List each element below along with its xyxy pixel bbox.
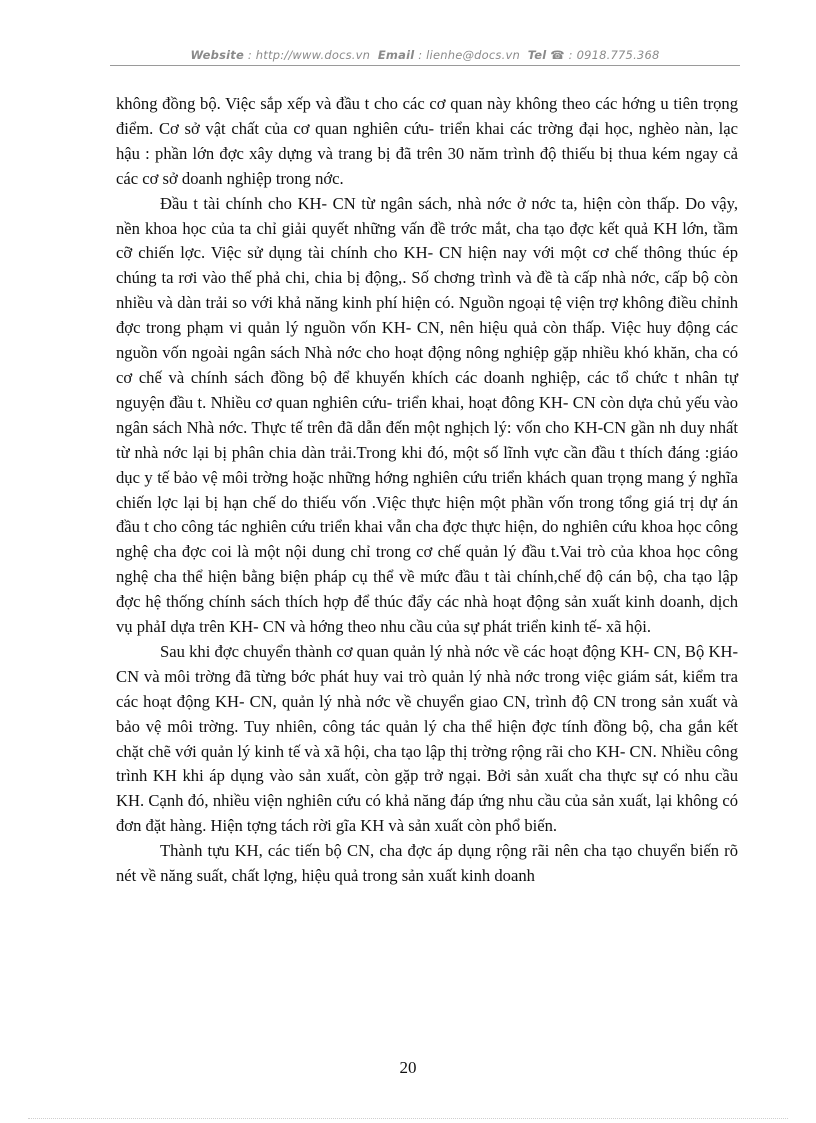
page-number: 20 bbox=[399, 1058, 417, 1077]
document-body bbox=[116, 92, 738, 889]
paragraph-4: Thành tựu KH, các tiến bộ CN, cha đợc áp dụng rộng rãi nên cha tạo chuyển biến rõ nét về năng suất, chất lợng, hiệu quả trong sản xuất kinh doanh bbox=[116, 841, 738, 886]
paragraph-1: không đồng bộ. Việc sắp xếp và đầu t cho các cơ quan này không theo các hớng u tiên trọng điểm. Cơ sở vật chất của cơ quan nghiên cứu- triển khai các trờng đại học, nghèo nàn, lạc hậu : phần lớn đợc xây dựng và trang bị đã trên 30 năm trình độ thiếu bị thua kém ngay cả các cơ sở doanh nghiệp trong nớc. bbox=[116, 94, 738, 188]
paragraph-3: Sau khi đợc chuyển thành cơ quan quản lý nhà nớc về các hoạt động KH- CN, Bộ KH- CN và môi trờng đã từng bớc phát huy vai trò quản lý nhà nớc trong việc giám sát, kiểm tra các hoạt động KH- CN, quản lý nhà nớc về chuyển giao CN, trình độ CN trong sản xuất và bảo vệ môi trờng. Tuy nhiên, công tác quản lý cha thể hiện đợc tính đồng bộ, cha gắn kết chặt chẽ với quản lý kinh tế và xã hội, cha tạo lập thị trờng rộng rãi cho KH- CN. Nhiều công trình KH khi áp dụng vào sản xuất, còn gặp trở ngại. Bởi sản xuất cha thực sự có nhu cầu KH. Cạnh đó, nhiều viện nghiên cứu có khả năng đáp ứng nhu cầu của sản xuất, lại không có đơn đặt hàng. Hiện tợng tách rời gĩa KH và sản xuất còn phổ biến. bbox=[116, 641, 738, 836]
email-separator: : bbox=[414, 48, 427, 62]
page-header bbox=[110, 48, 740, 62]
website-url: http://www.docs.vn bbox=[255, 48, 371, 62]
header-divider bbox=[110, 65, 740, 66]
paragraph-2: Đầu t tài chính cho KH- CN từ ngân sách, nhà nớc ở nớc ta, hiện còn thấp. Do vậy, nền khoa học của ta chỉ giải quyết những vấn đề trớc mắt, cha tạo đợc kết quả KH lớn, tầm cỡ chiến lợc. Việc sử dụng tài chính cho KH- CN hiện nay với một cơ chế thông thúc ép chúng ta rơi vào thế phả chi, chia bị động,. Số chơng trình và đề tà cấp nhà nớc, cấp bộ còn nhiều và dàn trải so với khả năng kinh phí hiện có. Nguồn ngoại tệ viện trợ không điều chỉnh đợc trong phạm vi quản lý nguồn vốn KH- CN, nên hiệu quả còn thấp. Việc huy động các nguồn vốn ngoài ngân sách Nhà nớc cho hoạt động nông nghiệp gặp nhiều khó khăn, cha có cơ chế và chính sách đồng bộ để khuyến khích các doanh nghiệp, các tổ chức t nhân tự nguyện đầu t. Nhiều cơ quan nghiên cứu- triển khai, hoạt đông KH- CN còn dựa chủ yếu vào ngân sách Nhà nớc. Thực tế trên đã dẫn đến một nghịch lý: vốn cho KH-CN gần nh duy nhất từ nhà nớc lại bị phân chia dàn trải.Trong khi đó, một số lĩnh vực cần đầu t thích đáng :giáo dục y tế bảo vệ môi trờng hoặc những hớng nghiên cứu triển khách quan trọng mang ý nghĩa chiến lợc lại bị hạn chế do thiếu vốn .Việc thực hiện một phần vốn trong tổng giá trị dự án đầu t cho công tác nghiên cứu triển khai vẫn cha đợc thực hiện, do nghiên cứu khoa học công nghệ cha đợc coi là một nội dung chỉ trong cơ chế quản lý đầu t.Vai trò của khoa học công nghệ cha thể hiện bằng biện pháp cụ thể về mức đầu t tài chính,chế độ cán bộ, cha tạo lập đợc hệ thống chính sách thích hợp để thúc đẩy các nhà hoạt động sản xuất kinh doanh, dịch vụ phảI dựa trên KH- CN và hớng theo nhu cầu của sự phát triển kinh tế- xã hội. bbox=[116, 193, 738, 637]
tel-number: 0918.775.368 bbox=[576, 48, 660, 62]
footer-divider bbox=[28, 1118, 788, 1119]
tel-separator: ☎ : bbox=[546, 48, 577, 62]
website-separator: : bbox=[243, 48, 256, 62]
email-label: Email bbox=[377, 48, 415, 62]
website-label: Website bbox=[190, 48, 244, 62]
tel-label: Tel bbox=[527, 48, 547, 62]
email-address: lienhe@docs.vn bbox=[426, 48, 520, 62]
